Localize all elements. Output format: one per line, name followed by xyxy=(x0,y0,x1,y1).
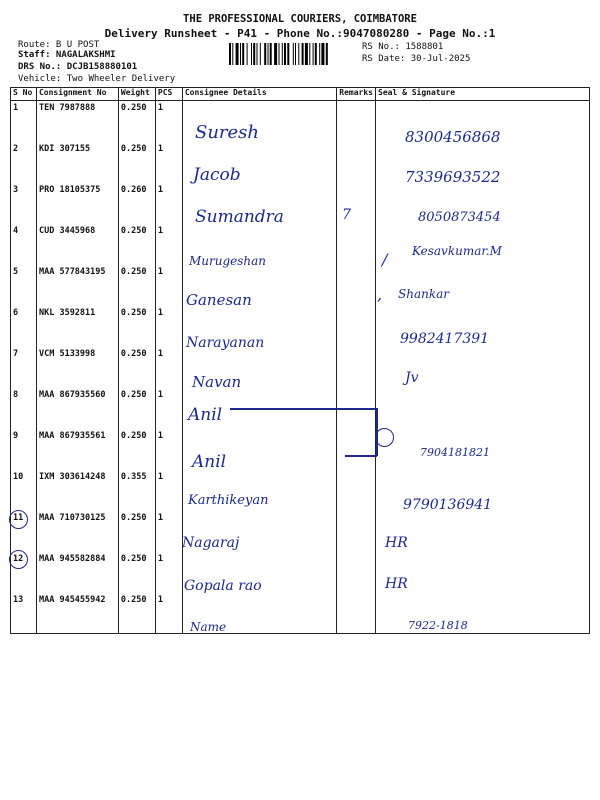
cell-sno: 12 xyxy=(11,552,37,593)
table-row xyxy=(11,552,590,593)
barcode-bar xyxy=(240,43,241,65)
cell-sno: 5 xyxy=(11,265,37,306)
barcode-bar xyxy=(270,43,272,65)
consignee-name-handwritten: Murugeshan xyxy=(189,254,267,268)
barcode-bar xyxy=(284,43,286,65)
consignee-name-handwritten: Gopala rao xyxy=(184,578,262,594)
cell-consignment-no: VCM 5133998 xyxy=(36,347,118,388)
col-consignment: Consignment No xyxy=(36,88,118,101)
cell-pcs: 1 xyxy=(155,224,182,265)
barcode-bar xyxy=(247,43,248,65)
cell-pcs: 1 xyxy=(155,429,182,470)
cell-sno: 10 xyxy=(11,470,37,511)
col-signature: Seal & Signature xyxy=(376,88,590,101)
col-remarks: Remarks xyxy=(337,88,376,101)
signature-handwritten: 7922-1818 xyxy=(408,619,468,632)
remark-handwritten: / xyxy=(382,250,388,269)
cell-pcs: 1 xyxy=(155,183,182,224)
signature-handwritten: HR xyxy=(385,576,408,592)
consignee-name-handwritten: Karthikeyan xyxy=(188,493,269,508)
table-row xyxy=(11,347,590,388)
cell-pcs: 1 xyxy=(155,388,182,429)
cell-signature xyxy=(376,388,590,429)
circle-mark xyxy=(375,428,394,447)
barcode-bar xyxy=(268,43,269,65)
consignee-name-handwritten: Anil xyxy=(188,405,223,425)
col-weight: Weight xyxy=(118,88,155,101)
runsheet-table xyxy=(10,87,590,634)
drs-label: DRS No.: DCJB158880101 xyxy=(18,62,138,72)
cell-consignment-no: TEN 7987888 xyxy=(36,101,118,142)
table-header-row xyxy=(11,88,590,101)
barcode-bar xyxy=(282,43,283,65)
barcode-bar xyxy=(236,43,239,65)
cell-sno: 4 xyxy=(11,224,37,265)
cell-sno: 8 xyxy=(11,388,37,429)
remark-handwritten: 7 xyxy=(342,207,351,223)
cell-remarks xyxy=(337,429,376,470)
cell-remarks xyxy=(337,224,376,265)
barcode-bar xyxy=(260,43,261,65)
cell-consignment-no: MAA 945582884 xyxy=(36,552,118,593)
row-circle-mark xyxy=(9,510,28,529)
cell-consignment-no: MAA 710730125 xyxy=(36,511,118,552)
cell-sno: 3 xyxy=(11,183,37,224)
cell-weight: 0.250 xyxy=(118,306,155,347)
pen-stroke xyxy=(230,408,376,410)
col-sno: S No xyxy=(11,88,37,101)
table-row xyxy=(11,593,590,634)
barcode-bar xyxy=(321,43,324,65)
barcode xyxy=(229,43,357,65)
cell-consignment-no: PRO 18105375 xyxy=(36,183,118,224)
cell-pcs: 1 xyxy=(155,347,182,388)
cell-sno: 7 xyxy=(11,347,37,388)
cell-consignment-no: MAA 577843195 xyxy=(36,265,118,306)
consignee-name-handwritten: Navan xyxy=(192,373,242,391)
cell-consignment-no: CUD 3445968 xyxy=(36,224,118,265)
consignee-name-handwritten: Ganesan xyxy=(186,291,252,309)
table-row xyxy=(11,142,590,183)
table-row xyxy=(11,470,590,511)
cell-sno: 1 xyxy=(11,101,37,142)
cell-weight: 0.260 xyxy=(118,183,155,224)
cell-weight: 0.250 xyxy=(118,429,155,470)
table-row xyxy=(11,101,590,142)
table-row xyxy=(11,265,590,306)
signature-handwritten: 8300456868 xyxy=(405,128,501,146)
cell-sno: 6 xyxy=(11,306,37,347)
pen-stroke xyxy=(345,455,377,457)
barcode-bar xyxy=(305,43,308,65)
cell-consignment-no: MAA 945455942 xyxy=(36,593,118,634)
staff-label: Staff: NAGALAKSHMI xyxy=(18,50,116,60)
cell-pcs: 1 xyxy=(155,306,182,347)
table-row xyxy=(11,224,590,265)
cell-remarks xyxy=(337,552,376,593)
barcode-bar xyxy=(274,43,277,65)
barcode-bar xyxy=(253,43,255,65)
signature-handwritten: 7339693522 xyxy=(405,168,501,186)
signature-handwritten: 9982417391 xyxy=(400,331,490,347)
col-pcs: PCS xyxy=(155,88,182,101)
cell-weight: 0.250 xyxy=(118,347,155,388)
consignee-name-handwritten: Narayanan xyxy=(186,335,265,351)
cell-pcs: 1 xyxy=(155,593,182,634)
col-consignee: Consignee Details xyxy=(182,88,336,101)
barcode-bar xyxy=(264,43,266,65)
cell-remarks xyxy=(337,593,376,634)
vehicle-label: Vehicle: Two Wheeler Delivery xyxy=(18,74,176,84)
barcode-bar xyxy=(257,43,258,65)
consignee-name-handwritten: Anil xyxy=(192,452,227,472)
barcode-bar xyxy=(251,43,252,65)
cell-weight: 0.250 xyxy=(118,265,155,306)
row-circle-mark xyxy=(9,550,28,569)
cell-remarks xyxy=(337,306,376,347)
barcode-bar xyxy=(319,43,320,65)
cell-remarks xyxy=(337,347,376,388)
cell-weight: 0.250 xyxy=(118,388,155,429)
barcode-bar xyxy=(326,43,328,65)
signature-handwritten: 8050873454 xyxy=(418,210,501,225)
barcode-bar xyxy=(279,43,280,65)
signature-handwritten: Kesavkumar.M xyxy=(412,244,502,258)
cell-pcs: 1 xyxy=(155,511,182,552)
signature-handwritten: 9790136941 xyxy=(403,497,493,513)
remark-handwritten: , xyxy=(377,285,383,304)
signature-handwritten: HR xyxy=(385,535,408,551)
signature-handwritten: Shankar xyxy=(398,287,449,301)
company-title: THE PROFESSIONAL COURIERS, COIMBATORE xyxy=(183,13,417,25)
cell-remarks xyxy=(337,101,376,142)
barcode-bar xyxy=(309,43,310,65)
cell-weight: 0.250 xyxy=(118,101,155,142)
table-row xyxy=(11,183,590,224)
cell-sno: 13 xyxy=(11,593,37,634)
cell-pcs: 1 xyxy=(155,552,182,593)
consignee-name-handwritten: Sumandra xyxy=(195,207,284,227)
barcode-bar xyxy=(313,43,314,65)
cell-weight: 0.250 xyxy=(118,593,155,634)
barcode-bar xyxy=(293,43,294,65)
barcode-bar xyxy=(287,43,289,65)
table-row xyxy=(11,511,590,552)
cell-sno: 2 xyxy=(11,142,37,183)
cell-consignment-no: MAA 867935561 xyxy=(36,429,118,470)
cell-weight: 0.250 xyxy=(118,224,155,265)
rs-number: RS No.: 1588801 xyxy=(362,42,444,52)
cell-consignment-no: KDI 307155 xyxy=(36,142,118,183)
consignee-name-handwritten: Name xyxy=(190,620,227,634)
cell-weight: 0.250 xyxy=(118,511,155,552)
signature-handwritten: Jv xyxy=(405,370,419,386)
consignee-name-handwritten: Nagaraj xyxy=(182,535,240,551)
barcode-bar xyxy=(295,43,296,65)
cell-weight: 0.355 xyxy=(118,470,155,511)
barcode-bar xyxy=(229,43,231,65)
barcode-bar xyxy=(315,43,317,65)
pen-stroke xyxy=(376,408,378,456)
cell-remarks xyxy=(337,142,376,183)
cell-pcs: 1 xyxy=(155,265,182,306)
cell-weight: 0.250 xyxy=(118,142,155,183)
barcode-bar xyxy=(232,43,233,65)
barcode-bar xyxy=(302,43,304,65)
barcode-bar xyxy=(242,43,244,65)
table-row xyxy=(11,429,590,470)
cell-remarks xyxy=(337,511,376,552)
signature-handwritten: 7904181821 xyxy=(420,446,490,459)
cell-remarks xyxy=(337,470,376,511)
cell-consignment-no: NKL 3592811 xyxy=(36,306,118,347)
rs-date: RS Date: 30-Jul-2025 xyxy=(362,54,471,64)
cell-pcs: 1 xyxy=(155,101,182,142)
cell-consignment-no: IXM 303614248 xyxy=(36,470,118,511)
cell-pcs: 1 xyxy=(155,142,182,183)
barcode-bar xyxy=(298,43,299,65)
consignee-name-handwritten: Jacob xyxy=(193,165,241,185)
consignee-name-handwritten: Suresh xyxy=(195,122,260,143)
table-row xyxy=(11,306,590,347)
cell-weight: 0.250 xyxy=(118,552,155,593)
cell-remarks xyxy=(337,265,376,306)
cell-sno: 9 xyxy=(11,429,37,470)
cell-consignment-no: MAA 867935560 xyxy=(36,388,118,429)
runsheet-title: Delivery Runsheet - P41 - Phone No.:9047080280 - Page No.:1 xyxy=(104,27,496,40)
route-label: Route: B U POST xyxy=(18,40,100,50)
cell-pcs: 1 xyxy=(155,470,182,511)
cell-sno: 11 xyxy=(11,511,37,552)
